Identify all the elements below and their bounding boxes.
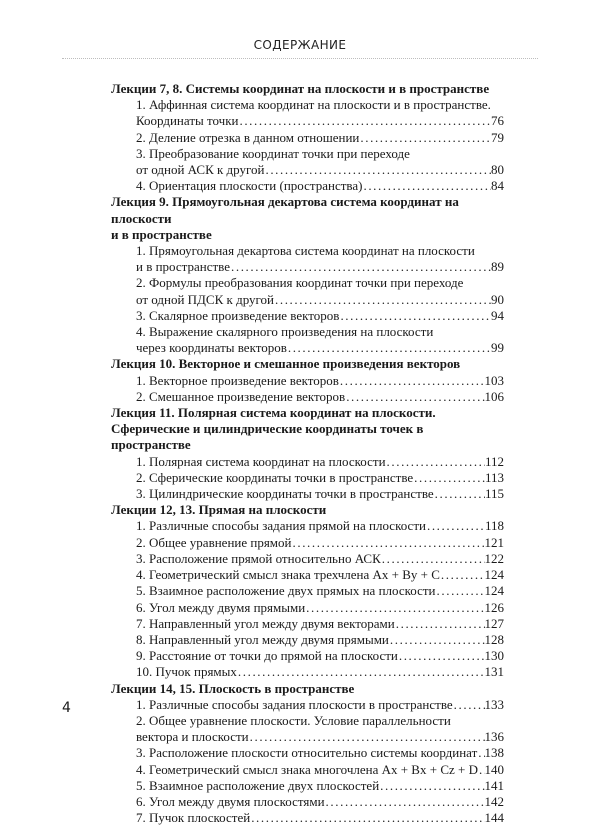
toc-entry-title-line: 2. Формулы преобразования координат точки при переходе (136, 275, 464, 291)
dot-leader (386, 454, 485, 470)
dot-leader (305, 600, 484, 616)
toc-page-number: 76 (491, 113, 504, 129)
page-number: 4 (62, 700, 71, 716)
toc-entry-title: вектора и плоскости (136, 729, 249, 745)
dot-leader (398, 648, 485, 664)
dot-leader (345, 389, 484, 405)
toc-page-number: 126 (484, 599, 504, 615)
toc-entry-title: 10. Пучок прямых (136, 664, 237, 680)
toc-page-number: 128 (484, 631, 504, 647)
toc-entry-title: 5. Взаимное расположение двух плоскостей (136, 777, 380, 793)
dot-leader (413, 470, 485, 486)
toc-page-number: 115 (484, 486, 504, 502)
toc-entry (111, 583, 504, 599)
toc-entry-title: через координаты векторов (136, 340, 287, 356)
toc-entry-title-line: 3. Преобразование координат точки при переходе (136, 145, 410, 161)
dot-leader (287, 340, 491, 356)
toc-entry-title: 8. Направленный угол между двумя прямыми (136, 631, 389, 647)
toc-entry-title: и в пространстве (136, 259, 230, 275)
toc-entry-title: 3. Расположение плоскости относительно системы координат (136, 745, 478, 761)
dot-leader (237, 664, 485, 680)
toc-entry-title: 5. Взаимное расположение двух прямых на плоскости (136, 583, 436, 599)
toc-entry-title: 6. Угол между двумя прямыми (136, 599, 306, 615)
toc-entry (111, 648, 504, 664)
toc-page-number: 106 (484, 388, 504, 404)
toc-page-number: 90 (491, 291, 504, 307)
toc-entry-title: 2. Сферические координаты точки в пространстве (136, 469, 414, 485)
toc-entry-title-line: 1. Аффинная система координат на плоскости и в пространстве. (136, 97, 491, 113)
toc-entry-title: 3. Расположение прямой относительно АСК (136, 550, 381, 566)
toc-entry (111, 178, 504, 194)
toc-entry (111, 486, 504, 502)
toc-entry-title-line: 4. Выражение скалярного произведения на плоскости (136, 324, 434, 340)
dot-leader (453, 697, 485, 713)
header-rule (62, 58, 538, 59)
toc-page-number: 112 (484, 453, 504, 469)
toc-entry-title: 1. Полярная система координат на плоскости (136, 453, 386, 469)
toc-entry (111, 340, 504, 356)
lecture-heading: Лекции 12, 13. Прямая на плоскости (111, 502, 327, 518)
toc-page-number: 79 (491, 129, 504, 145)
toc-entry (111, 470, 504, 486)
toc-entry (111, 810, 504, 826)
dot-leader (477, 745, 484, 761)
dot-leader (274, 292, 491, 308)
toc-entry (111, 130, 504, 146)
dot-leader (379, 778, 484, 794)
toc-entry (111, 745, 504, 761)
toc-page-number: 124 (484, 583, 504, 599)
toc-entry-title: Координаты точки (136, 113, 239, 129)
dot-leader (230, 259, 491, 275)
dot-leader (339, 373, 485, 389)
toc-entry-title: 1. Различные способы задания плоскости в пространстве (136, 696, 453, 712)
toc-page-number: 130 (484, 648, 504, 664)
dot-leader (434, 486, 485, 502)
toc-page-number: 121 (484, 534, 504, 550)
lecture-heading: Лекция 9. Прямоугольная декартова система координат на плоскости (111, 194, 459, 226)
toc-page-number: 133 (484, 696, 504, 712)
table-of-contents (111, 81, 504, 826)
toc-entry (111, 762, 504, 778)
toc-entry-title: 1. Различные способы задания прямой на плоскости (136, 518, 426, 534)
toc-entry (111, 632, 504, 648)
toc-entry (111, 616, 504, 632)
lecture-heading: Лекция 10. Векторное и смешанное произведения векторов (111, 356, 461, 372)
toc-entry-title: 4. Ориентация плоскости (пространства) (136, 178, 363, 194)
dot-leader (264, 162, 491, 178)
toc-entry (111, 697, 504, 713)
lecture-heading: и в пространстве (111, 226, 212, 242)
toc-page-number: 122 (484, 550, 504, 566)
toc-page-number: 136 (484, 729, 504, 745)
lecture-heading: Сферические и цилиндрические координаты точек в пространстве (111, 421, 424, 453)
toc-page-number: 80 (491, 162, 504, 178)
dot-leader (426, 518, 485, 534)
toc-entry-title: 9. Расстояние от точки до прямой на плоскости (136, 648, 398, 664)
running-head-title: СОДЕРЖАНИЕ (253, 38, 347, 52)
toc-page-number: 144 (484, 810, 504, 826)
lecture-heading: Лекции 14, 15. Плоскость в пространстве (111, 680, 355, 696)
toc-entry (111, 600, 504, 616)
dot-leader (440, 567, 485, 583)
toc-entry (111, 292, 504, 308)
toc-page-number: 131 (484, 664, 504, 680)
toc-page-number: 118 (484, 518, 504, 534)
dot-leader (389, 632, 485, 648)
toc-entry (111, 794, 504, 810)
toc-entry-title: от одной ПДСК к другой (136, 291, 274, 307)
toc-entry (111, 113, 504, 129)
lecture-heading: Лекция 11. Полярная система координат на плоскости. (111, 405, 436, 421)
toc-page-number: 138 (484, 745, 504, 761)
toc-entry (111, 567, 504, 583)
toc-entry-title: 2. Деление отрезка в данном отношении (136, 129, 360, 145)
lecture-heading: Лекции 7, 8. Системы координат на плоскости и в пространстве (111, 81, 490, 96)
dot-leader (250, 810, 484, 826)
toc-page-number: 113 (484, 469, 504, 485)
toc-entry (111, 778, 504, 794)
toc-entry-title: 2. Смешанное произведение векторов (136, 388, 346, 404)
dot-leader (362, 178, 491, 194)
toc-page-number: 142 (484, 793, 504, 809)
dot-leader (292, 535, 485, 551)
toc-page-number: 140 (484, 761, 504, 777)
toc-entry (111, 308, 504, 324)
toc-entry-title-line: 2. Общее уравнение плоскости. Условие параллельности (136, 712, 451, 728)
dot-leader (238, 113, 491, 129)
toc-entry-title: 3. Цилиндрические координаты точки в пространстве (136, 486, 434, 502)
toc-entry-title: 4. Геометрический смысл знака трехчлена Ax + By + C (136, 567, 440, 583)
toc-page-number: 127 (484, 615, 504, 631)
toc-entry-title: от одной АСК к другой (136, 162, 265, 178)
toc-entry-title: 6. Угол между двумя плоскостями (136, 793, 325, 809)
toc-page-number: 84 (491, 178, 504, 194)
toc-entry-title: 7. Пучок плоскостей (136, 810, 251, 826)
dot-leader (339, 308, 491, 324)
toc-page-number: 94 (491, 307, 504, 323)
toc-entry (111, 389, 504, 405)
toc-entry (111, 551, 504, 567)
toc-page-number: 103 (484, 372, 504, 388)
toc-entry-title: 4. Геометрический смысл знака многочлена Ax + Bx + Cz + D (136, 761, 478, 777)
dot-leader (359, 130, 491, 146)
toc-entry (111, 162, 504, 178)
toc-entry (111, 373, 504, 389)
toc-page-number: 89 (491, 259, 504, 275)
toc-entry (111, 664, 504, 680)
toc-entry (111, 454, 504, 470)
toc-entry-title: 7. Направленный угол между двумя векторами (136, 615, 395, 631)
dot-leader (381, 551, 485, 567)
dot-leader (395, 616, 485, 632)
toc-entry (111, 729, 504, 745)
toc-page-number: 124 (484, 567, 504, 583)
toc-page-number: 141 (484, 777, 504, 793)
toc-entry (111, 535, 504, 551)
dot-leader (436, 583, 485, 599)
toc-entry (111, 259, 504, 275)
dot-leader (249, 729, 485, 745)
toc-entry-title-line: 1. Прямоугольная декартова система координат на плоскости (136, 243, 475, 259)
toc-entry (111, 518, 504, 534)
dot-leader (325, 794, 485, 810)
toc-entry-title: 2. Общее уравнение прямой (136, 534, 292, 550)
toc-entry-title: 3. Скалярное произведение векторов (136, 307, 340, 323)
toc-entry-title: 1. Векторное произведение векторов (136, 372, 339, 388)
toc-page-number: 99 (491, 340, 504, 356)
